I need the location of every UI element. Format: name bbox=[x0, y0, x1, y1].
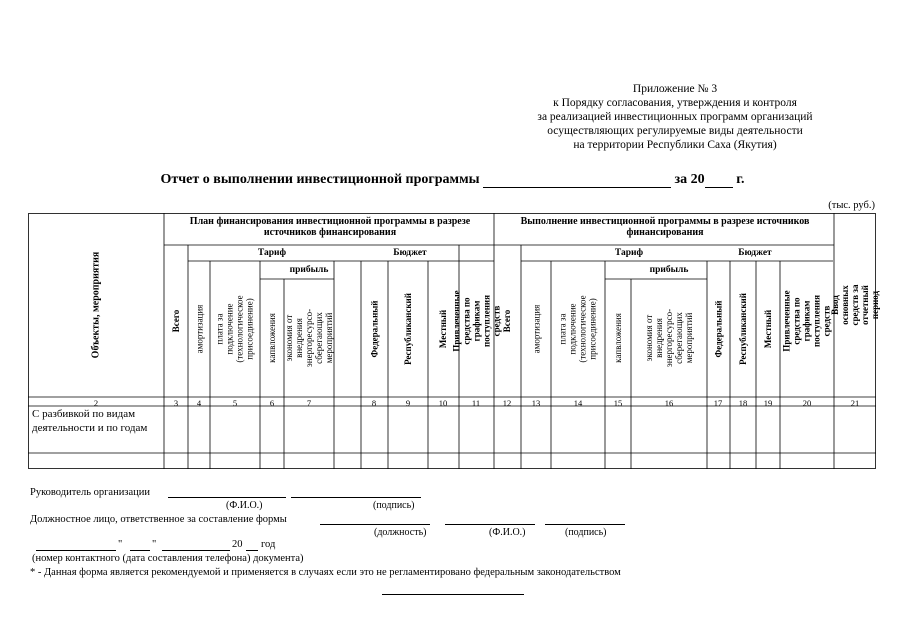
header-exec-federal: Федеральный bbox=[713, 300, 724, 358]
date-month-line[interactable] bbox=[162, 550, 230, 551]
col-number: 11 bbox=[471, 398, 481, 408]
head-fio-line[interactable] bbox=[168, 497, 286, 498]
official-fio-line[interactable] bbox=[445, 524, 535, 525]
official-position-line[interactable] bbox=[320, 524, 430, 525]
official-position-hint: (должность) bbox=[374, 527, 427, 538]
header-plan-federal: Федеральный bbox=[369, 300, 380, 358]
header-plan-capinv: капвложения bbox=[267, 313, 278, 363]
official-sign-hint: (подпись) bbox=[565, 527, 607, 538]
header-objects: Объекты, мероприятия bbox=[89, 251, 101, 359]
contact-hint: (номер контактного (дата составления телефона) документа) bbox=[32, 553, 304, 564]
head-label: Руководитель организации bbox=[30, 487, 150, 498]
header-plan-saving: экономия от внедрения энергоресурсо-сберегающих мероприятий bbox=[284, 308, 334, 368]
col-number: 16 bbox=[664, 398, 674, 408]
row-objects-text: С разбивкой по видам деятельности и по годам bbox=[32, 408, 148, 434]
date-year-line[interactable] bbox=[246, 550, 258, 551]
date-quote-open: " bbox=[118, 539, 123, 550]
header-plan-amort: амортизация bbox=[194, 304, 204, 354]
col-number: 6 bbox=[269, 398, 275, 408]
header-exec-republic: Республиканский bbox=[738, 293, 748, 365]
header-exec-group: Выполнение инвестиционной программы в разрезе источников финансирования bbox=[520, 216, 810, 238]
col-number: 18 bbox=[738, 398, 748, 408]
header-plan-republic: Республиканский bbox=[403, 293, 413, 365]
header-exec-capinv: капвложения bbox=[613, 313, 624, 363]
col-number: 12 bbox=[502, 398, 512, 408]
header-input-assets: Ввод основных средств за отчетный период bbox=[830, 284, 880, 326]
program-name-blank[interactable] bbox=[483, 173, 671, 188]
col-number: 9 bbox=[405, 398, 411, 408]
header-exec-attracted: Привлеченные средства по графикам поступления средств bbox=[782, 290, 832, 352]
date-day-line[interactable] bbox=[130, 550, 150, 551]
date-quote-close: " bbox=[152, 539, 157, 550]
date-year-prefix: 20 bbox=[232, 539, 243, 550]
annex-line: осуществляющих регулируемые виды деятельности bbox=[547, 125, 803, 137]
col-number: 19 bbox=[763, 398, 773, 408]
header-plan-connection: плата за подключение (технологическое присоединение) bbox=[215, 295, 256, 363]
annex-line: Приложение № 3 bbox=[632, 83, 718, 95]
header-plan-total: Всего bbox=[171, 309, 181, 333]
report-title bbox=[0, 172, 905, 188]
header-exec-amort: амортизация bbox=[531, 304, 541, 354]
year-blank[interactable] bbox=[705, 173, 733, 188]
official-label: Должностное лицо, ответственное за составление формы bbox=[30, 514, 287, 525]
annex-line: за реализацией инвестиционных программ организаций bbox=[537, 111, 813, 123]
title-suffix: г. bbox=[736, 172, 745, 187]
col-number: 5 bbox=[232, 398, 238, 408]
contact-line[interactable] bbox=[36, 550, 116, 551]
annex-line: на территории Республики Саха (Якутия) bbox=[573, 139, 777, 151]
col-number: 7 bbox=[306, 398, 312, 408]
header-plan-profit: прибыль bbox=[289, 265, 329, 275]
header-plan-budget: Бюджет bbox=[393, 248, 427, 258]
footnote: * - Данная форма является рекомендуемой и применяется в случаях если это не регламентировано федеральным законодательством bbox=[30, 567, 621, 578]
col-number: 13 bbox=[531, 398, 541, 408]
title-prefix: Отчет о выполнении инвестиционной программы bbox=[160, 172, 480, 187]
header-exec-total: Всего bbox=[502, 309, 513, 333]
annex-note bbox=[520, 82, 830, 152]
header-exec-connection: плата за подключение (технологическое присоединение) bbox=[558, 295, 599, 363]
units-label: (тыс. руб.) bbox=[828, 200, 875, 211]
head-sign-hint: (подпись) bbox=[373, 500, 415, 511]
col-number: 14 bbox=[573, 398, 583, 408]
header-exec-tariff: Тариф bbox=[614, 248, 644, 258]
header-plan-group: План финансирования инвестиционной программы в разрезе источников финансирования bbox=[189, 216, 471, 238]
header-exec-profit: прибыль bbox=[649, 265, 689, 275]
header-plan-local: Местный bbox=[438, 309, 449, 349]
col-number: 4 bbox=[196, 398, 202, 408]
header-plan-tariff: Тариф bbox=[257, 248, 287, 258]
head-fio-hint: (Ф.И.О.) bbox=[226, 500, 263, 511]
col-number: 15 bbox=[613, 398, 623, 408]
header-exec-local: Местный bbox=[763, 309, 774, 349]
head-sign-line[interactable] bbox=[291, 497, 421, 498]
col-number: 21 bbox=[850, 398, 860, 408]
col-number: 2 bbox=[93, 398, 99, 408]
footer-rule bbox=[382, 594, 524, 595]
official-sign-line[interactable] bbox=[545, 524, 625, 525]
col-number: 17 bbox=[713, 398, 723, 408]
header-plan-attracted: Привлеченные средства по графикам поступления средств bbox=[451, 290, 502, 352]
title-mid: за 20 bbox=[674, 172, 705, 187]
header-exec-budget: Бюджет bbox=[738, 248, 772, 258]
official-fio-hint: (Ф.И.О.) bbox=[489, 527, 526, 538]
col-number: 10 bbox=[438, 398, 448, 408]
header-exec-saving: экономия от внедрения энергоресурсо-сберегающих мероприятий bbox=[644, 308, 694, 368]
date-god: год bbox=[261, 539, 276, 550]
report-table bbox=[28, 213, 880, 469]
col-number: 3 bbox=[173, 398, 179, 408]
col-number: 20 bbox=[802, 398, 812, 408]
col-number: 8 bbox=[371, 398, 377, 408]
annex-line: к Порядку согласования, утверждения и контроля bbox=[553, 97, 797, 109]
